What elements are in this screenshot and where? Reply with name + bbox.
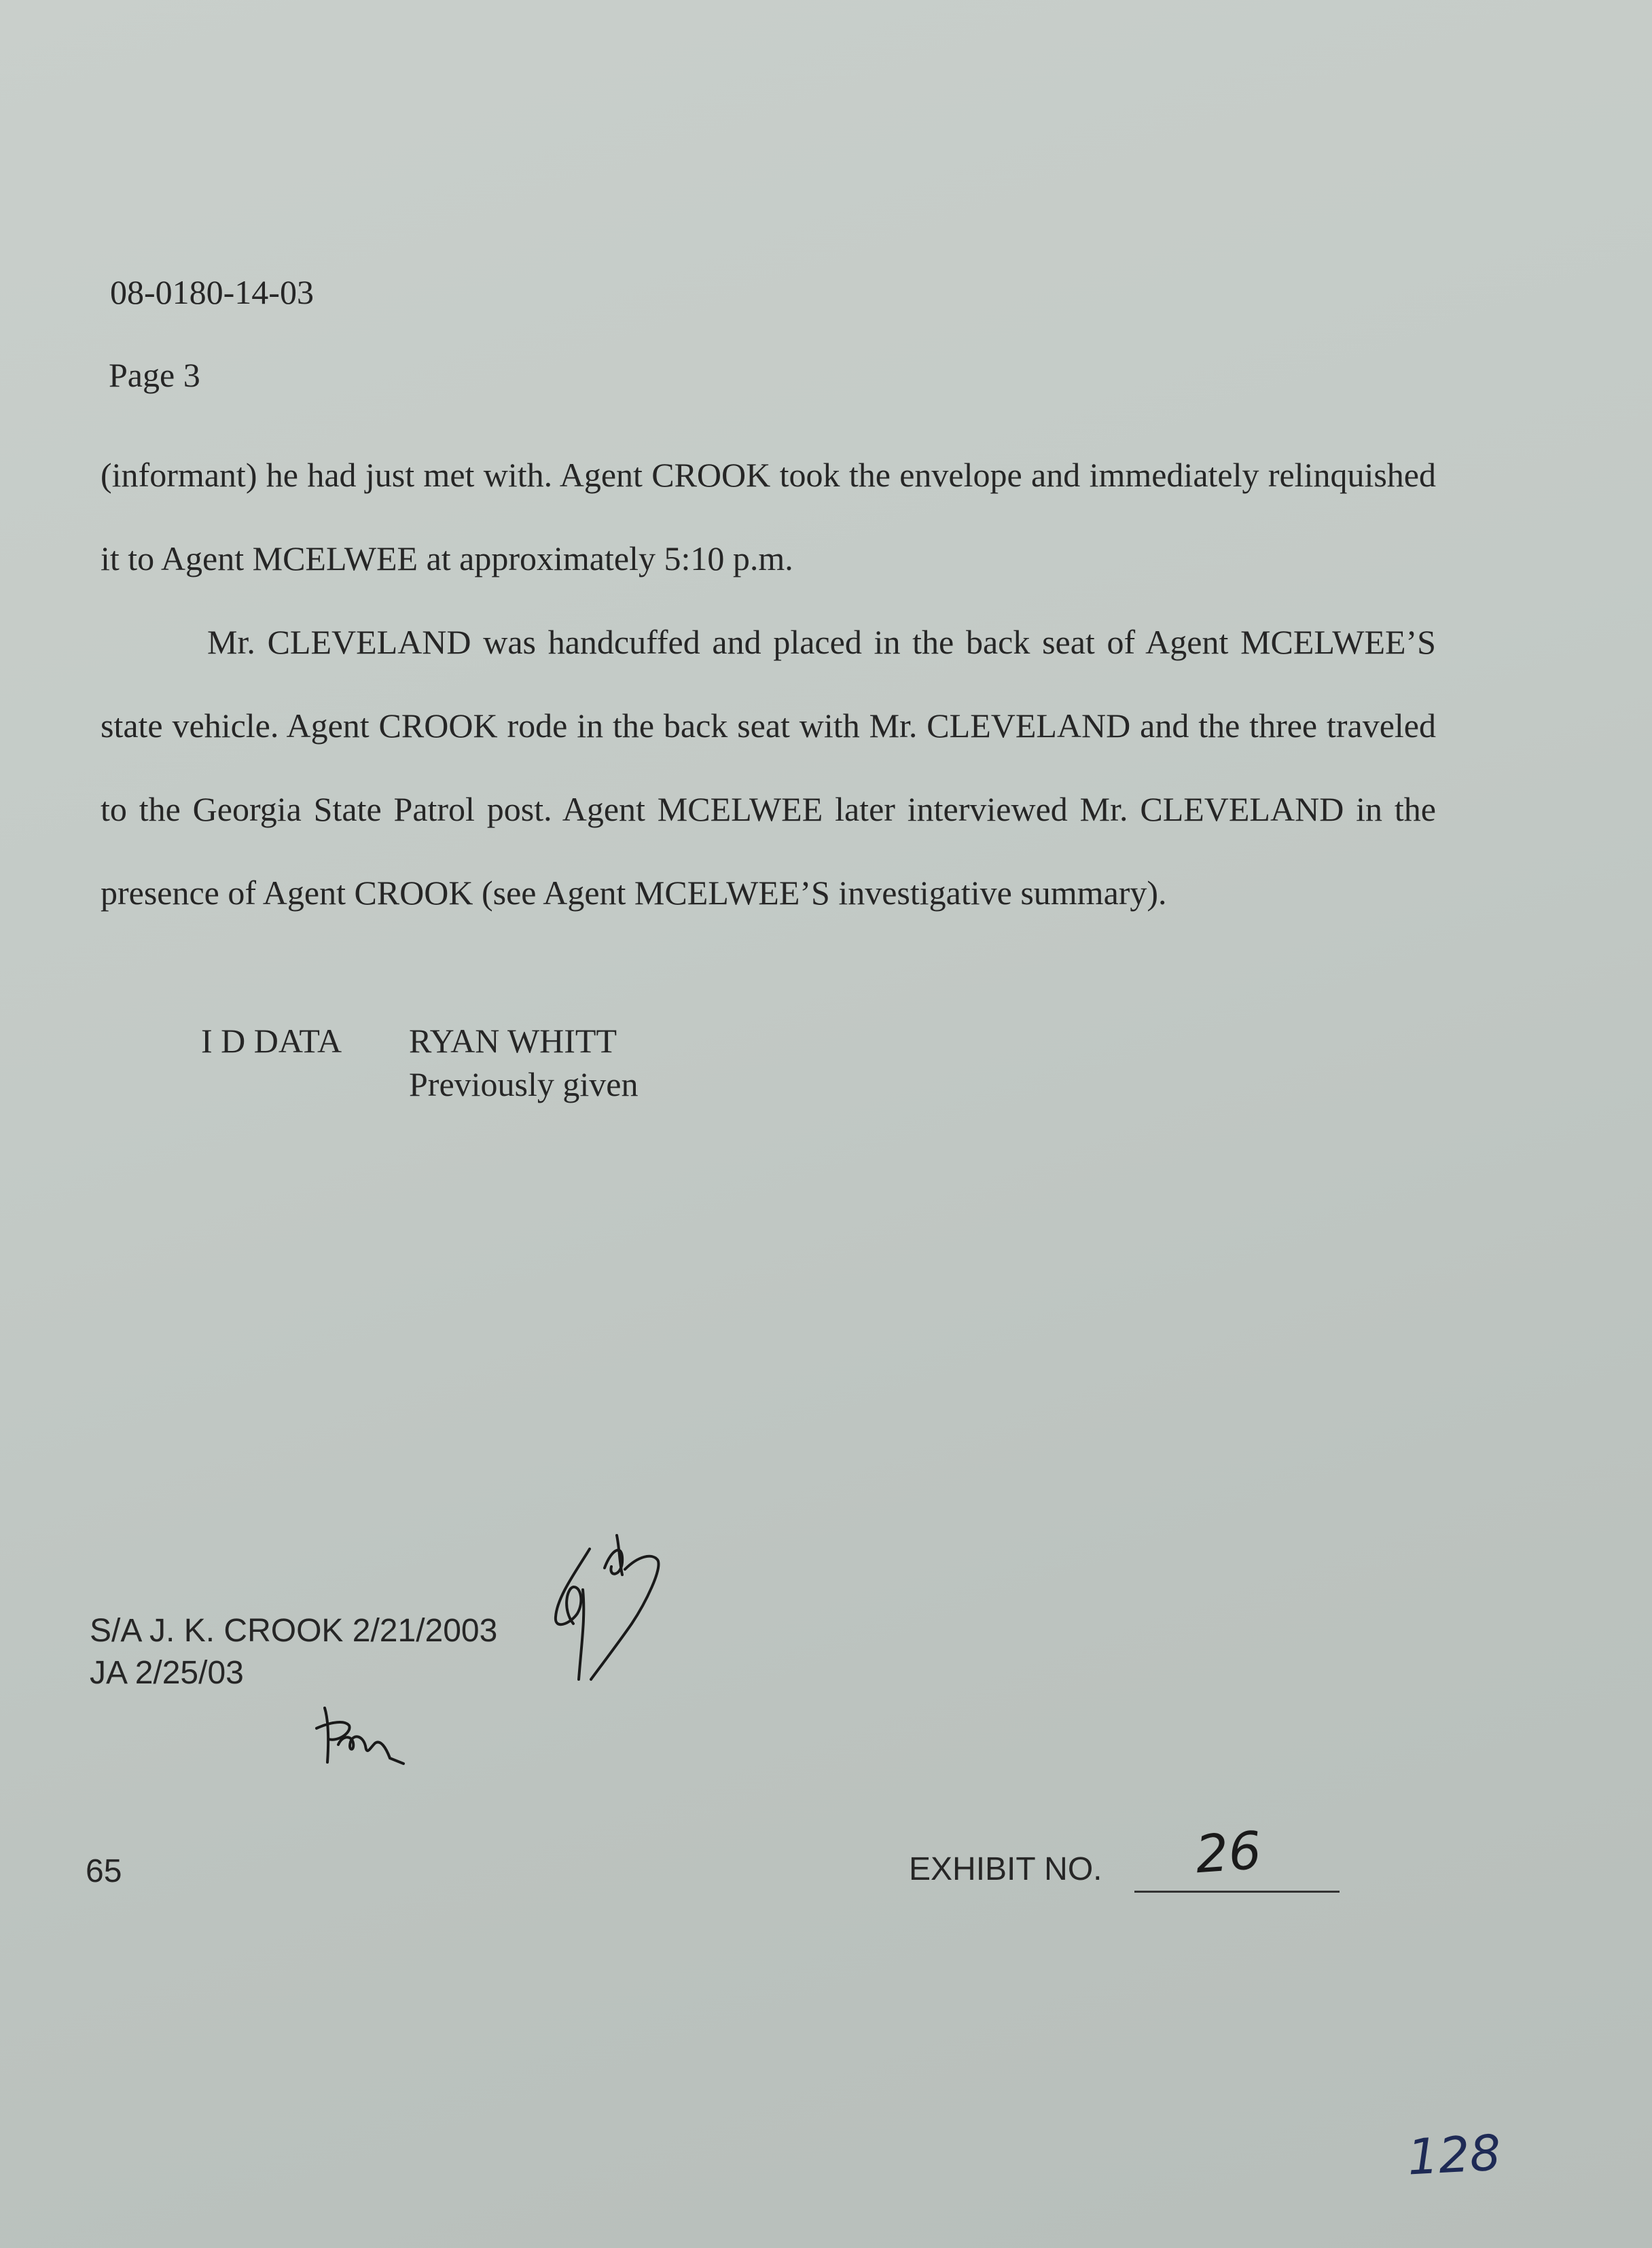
exhibit-underline bbox=[1134, 1891, 1340, 1893]
agent-signature-line: S/A J. K. CROOK 2/21/2003 bbox=[90, 1613, 498, 1649]
exhibit-number: 26 bbox=[1193, 1819, 1263, 1885]
handwritten-reviewer-initials bbox=[311, 1701, 413, 1769]
handwritten-page-number: 128 bbox=[1405, 2124, 1503, 2186]
page-number: 65 bbox=[86, 1853, 122, 1889]
paragraph-informant: (informant) he had just met with. Agent CROOK took the envelope and immediately relinquished it to Agent MCELWEE at approximately 5:10 p.m. bbox=[101, 456, 1436, 577]
page-label: Page 3 bbox=[109, 356, 200, 394]
report-body bbox=[101, 433, 1436, 935]
id-data-name: RYAN WHITT bbox=[409, 1022, 617, 1060]
signature-block bbox=[90, 1610, 497, 1694]
paragraph-cleveland: Mr. CLEVELAND was handcuffed and placed in the back seat of Agent MCELWEE’S state vehicle. Agent CROOK rode in the back seat with Mr. CLEVELAND and the three traveled to the Georgia State Patrol post. Agent MCELWEE later interviewed Mr. CLEVELAND in the presence of Agent CROOK (see Agent MCELWEE’S investigative summary). bbox=[101, 623, 1436, 912]
file-number: 08-0180-14-03 bbox=[110, 273, 314, 311]
approval-line: JA 2/25/03 bbox=[90, 1655, 244, 1691]
handwritten-initials-signature bbox=[543, 1522, 679, 1685]
id-data-note: Previously given bbox=[409, 1065, 639, 1103]
exhibit-label: EXHIBIT NO. bbox=[909, 1851, 1102, 1887]
id-data-label: I D DATA bbox=[201, 1022, 342, 1060]
